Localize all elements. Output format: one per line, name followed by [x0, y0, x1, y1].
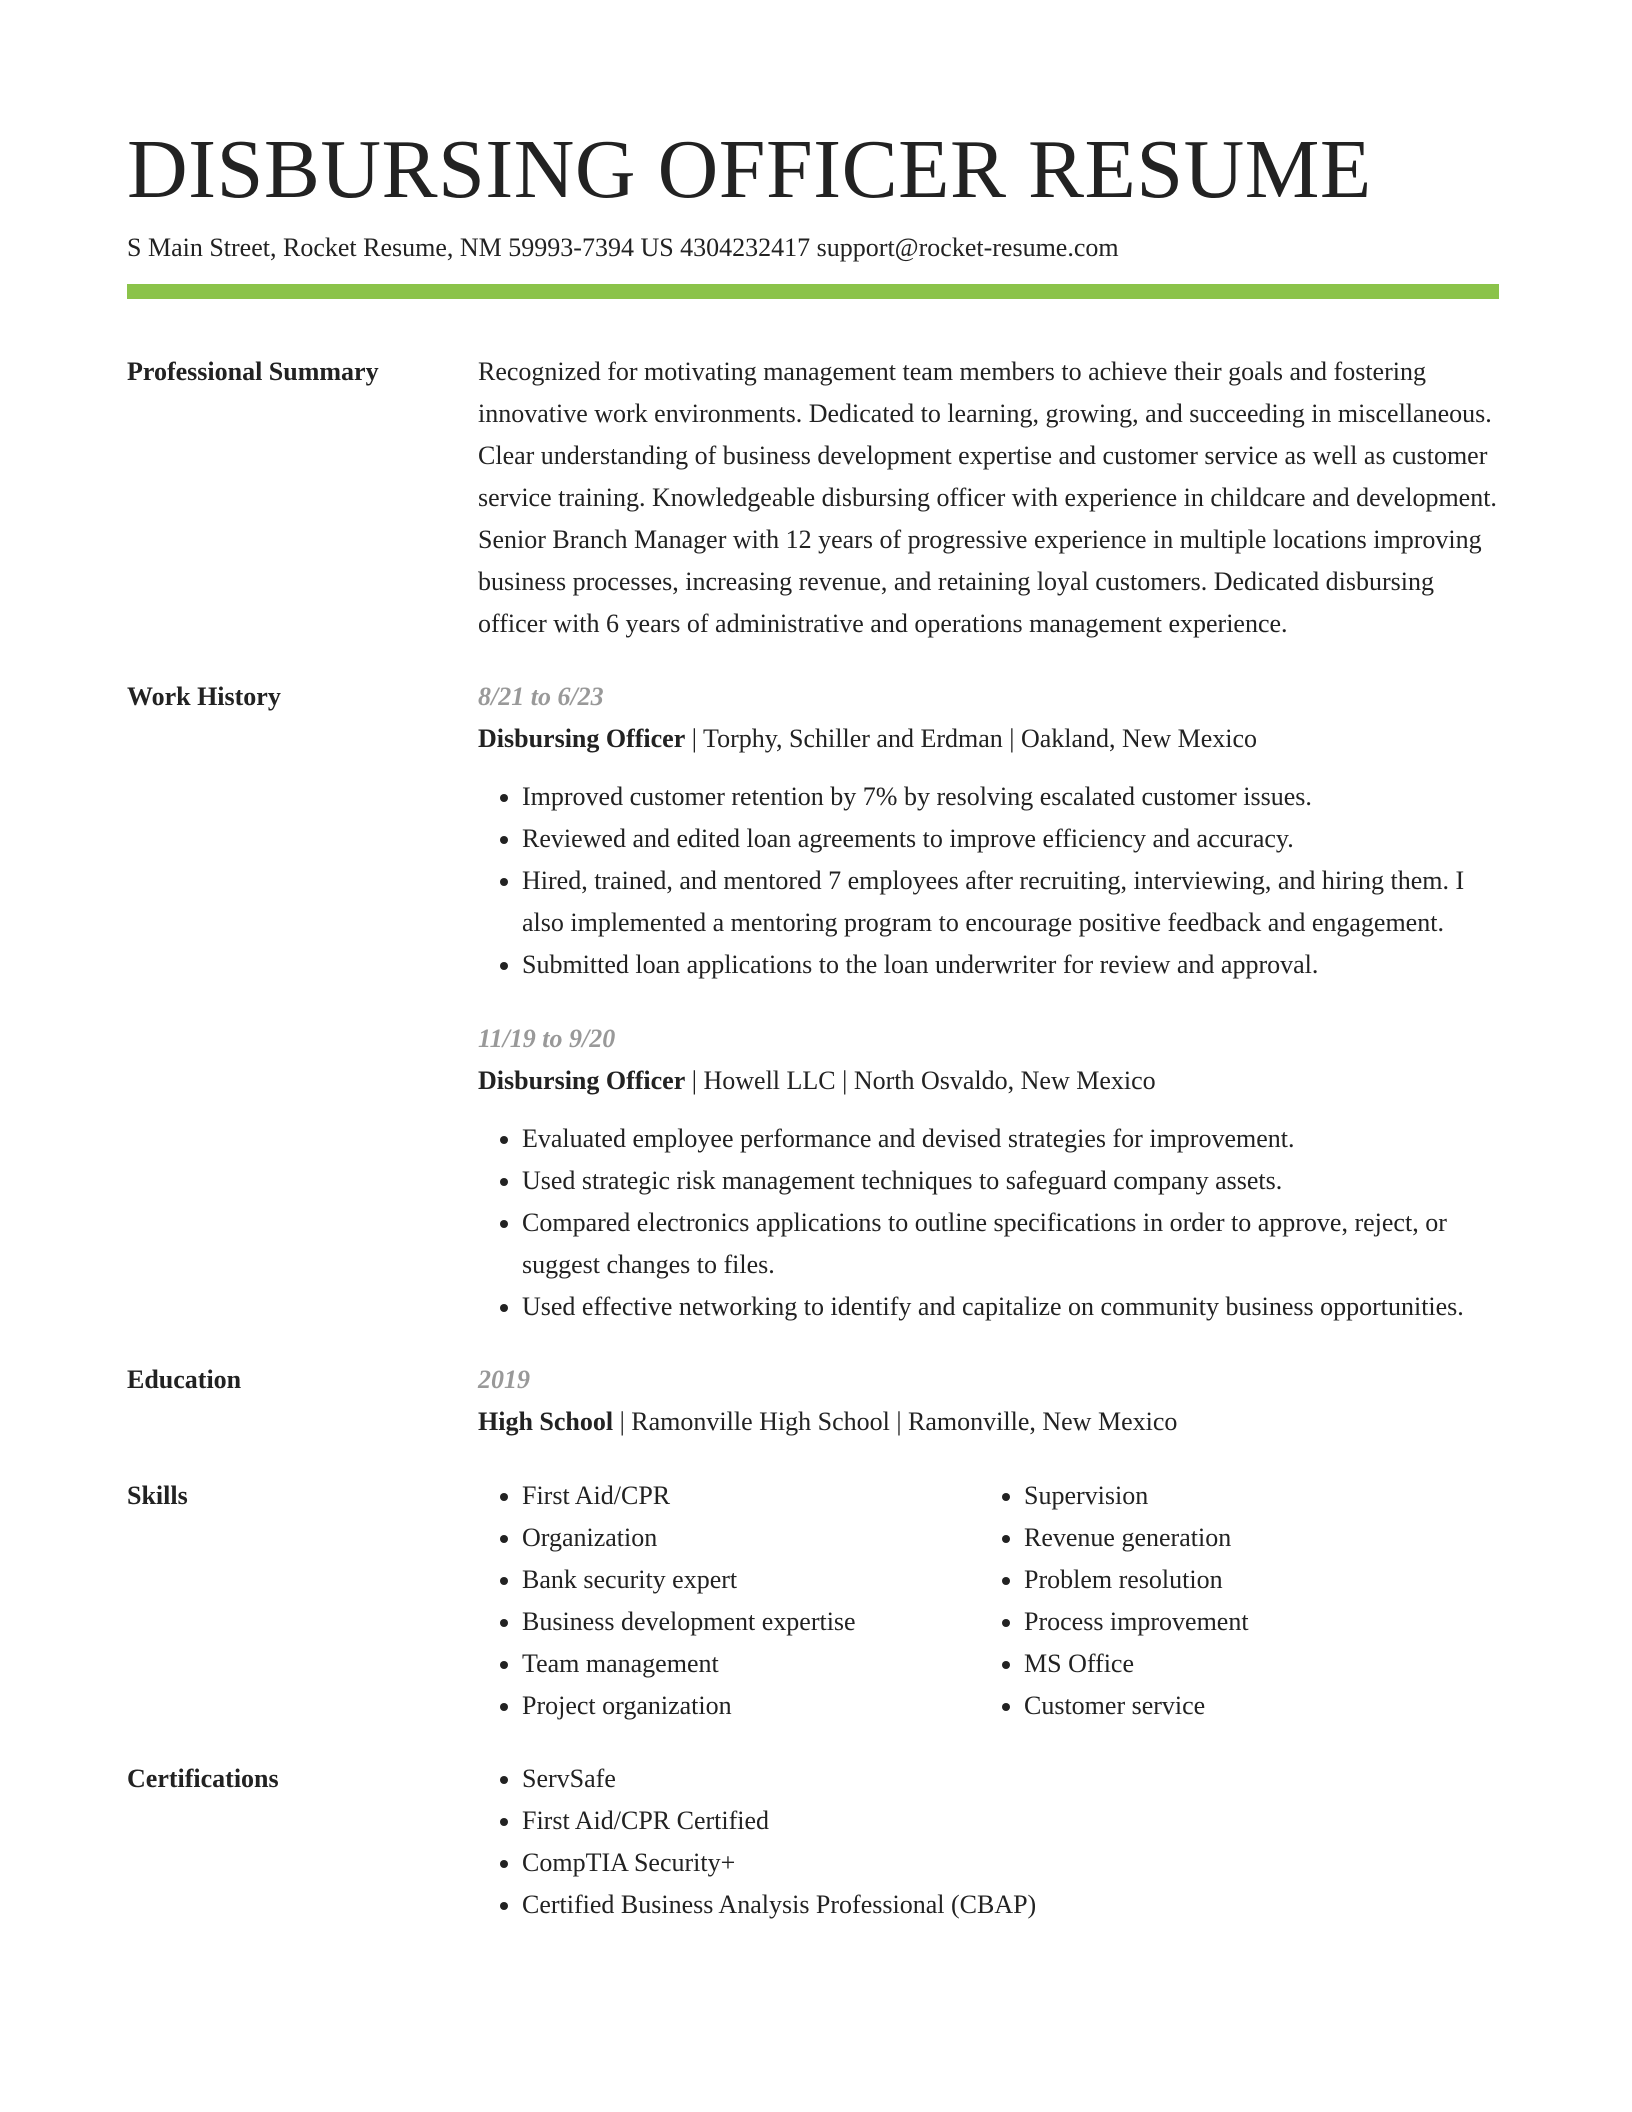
section-label-work-history: Work History: [127, 682, 281, 711]
job-dates: 11/19 to 9/20: [478, 1024, 616, 1053]
list-item: • First Aid/CPR Certified: [522, 1800, 1499, 1842]
list-item: • Customer service: [1024, 1685, 1482, 1727]
list-item: • Problem resolution: [1024, 1559, 1482, 1601]
list-item: • ServSafe: [522, 1758, 1499, 1800]
education-degree: High School: [478, 1407, 614, 1436]
section-label-skills: Skills: [127, 1481, 188, 1510]
education-heading: [478, 1401, 1499, 1443]
certifications-list: [478, 1758, 1499, 1926]
list-item: • MS Office: [1024, 1643, 1482, 1685]
list-item: • Team management: [522, 1643, 980, 1685]
skills-list-right: [980, 1475, 1482, 1727]
professional-summary-section: [127, 351, 1500, 645]
list-item: • Project organization: [522, 1685, 980, 1727]
education-year: 2019: [478, 1365, 530, 1394]
skills-list-left: [478, 1475, 980, 1727]
job-entry: [478, 1018, 1499, 1328]
certifications-section: [127, 1758, 1500, 1926]
list-item: • Reviewed and edited loan agreements to improve efficiency and accuracy.: [522, 818, 1499, 860]
education-details: | Ramonville High School | Ramonville, New Mexico: [613, 1407, 1178, 1436]
education-section: [127, 1359, 1500, 1443]
list-item: • Business development expertise: [522, 1601, 980, 1643]
job-heading: [478, 718, 1499, 760]
job-bullets: [478, 1118, 1499, 1328]
list-item: • Bank security expert: [522, 1559, 980, 1601]
job-details: | Howell LLC | North Osvaldo, New Mexico: [685, 1066, 1156, 1095]
job-bullets: [478, 776, 1499, 986]
list-item: • Revenue generation: [1024, 1517, 1482, 1559]
list-item: • Used effective networking to identify and capitalize on community business opportunities.: [522, 1286, 1499, 1328]
job-heading: [478, 1060, 1499, 1102]
resume-page: [127, 120, 1500, 1926]
list-item: • Organization: [522, 1517, 980, 1559]
job-entry: [478, 676, 1499, 986]
accent-divider: [127, 284, 1499, 299]
resume-title: DISBURSING OFFICER RESUME: [127, 123, 1372, 216]
list-item: • Compared electronics applications to outline specifications in order to approve, reject, or suggest changes to files.: [522, 1202, 1499, 1286]
job-title: Disbursing Officer: [478, 724, 686, 753]
list-item: • Used strategic risk management techniques to safeguard company assets.: [522, 1160, 1499, 1202]
contact-line: S Main Street, Rocket Resume, NM 59993-7394 US 4304232417 support@rocket-resume.com: [127, 233, 1119, 262]
list-item: • Improved customer retention by 7% by resolving escalated customer issues.: [522, 776, 1499, 818]
work-history-section: [127, 676, 1500, 1328]
skills-section: [127, 1475, 1500, 1727]
list-item: • Certified Business Analysis Professional (CBAP): [522, 1884, 1499, 1926]
section-label-education: Education: [127, 1365, 242, 1394]
list-item: • CompTIA Security+: [522, 1842, 1499, 1884]
summary-text: Recognized for motivating management team members to achieve their goals and fostering innovative work environments. Dedicated to learning, growing, and succeeding in miscellaneous. Clear understanding of business development expertise and customer service as well as customer service training. Knowledgeable disbursing officer with experience in childcare and development. Senior Branch Manager with 12 years of progressive experience in multiple locations improving business processes, increasing revenue, and retaining loyal customers. Dedicated disbursing officer with 6 years of administrative and operations management experience.: [478, 357, 1497, 638]
list-item: • Submitted loan applications to the loan underwriter for review and approval.: [522, 944, 1499, 986]
job-dates: 8/21 to 6/23: [478, 682, 604, 711]
list-item: • First Aid/CPR: [522, 1475, 980, 1517]
section-label-certifications: Certifications: [127, 1764, 279, 1793]
section-label-summary: Professional Summary: [127, 357, 379, 386]
list-item: • Supervision: [1024, 1475, 1482, 1517]
skills-column-right: [980, 1475, 1482, 1727]
list-item: • Process improvement: [1024, 1601, 1482, 1643]
list-item: • Evaluated employee performance and devised strategies for improvement.: [522, 1118, 1499, 1160]
skills-grid: [478, 1475, 1499, 1727]
list-item: • Hired, trained, and mentored 7 employees after recruiting, interviewing, and hiring them. I also implemented a mentoring program to encourage positive feedback and engagement.: [522, 860, 1499, 944]
job-title: Disbursing Officer: [478, 1066, 686, 1095]
skills-column-left: [478, 1475, 980, 1727]
job-details: | Torphy, Schiller and Erdman | Oakland, New Mexico: [685, 724, 1258, 753]
